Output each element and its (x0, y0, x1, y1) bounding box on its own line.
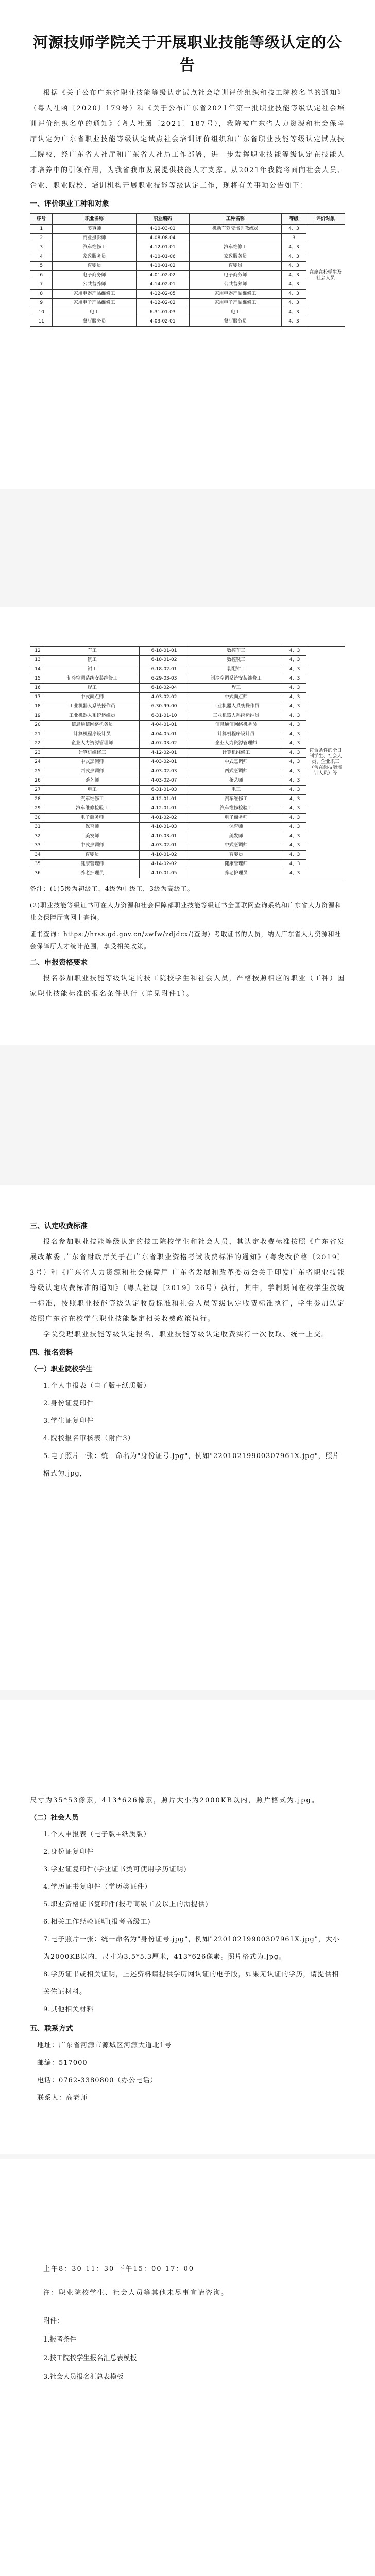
table-cell: 焊工 (189, 684, 283, 693)
table-row (30, 758, 345, 767)
table-cell: 4-04-05-01 (139, 730, 189, 739)
page-2 (0, 607, 375, 1045)
table-cell: 4-01-02-02 (136, 271, 189, 280)
table-cell: 家用电器产品维修工 (189, 290, 281, 299)
table-cell: 美发师 (45, 832, 139, 841)
table-row (30, 647, 345, 656)
table-cell: 1 (30, 225, 53, 234)
table-cell: 4-03-02-01 (139, 758, 189, 767)
table-cell: 4、3 (283, 795, 306, 804)
table-cell: 9 (30, 299, 53, 308)
table-cell: 4、3 (281, 271, 306, 280)
table-cell: 25 (30, 767, 45, 776)
table-cell: 4-10-01-05 (139, 869, 189, 878)
target-cell: 在籍在校学生及社会人员 (306, 225, 345, 327)
table-cell: 3 (281, 234, 306, 243)
sub-heading-students: （一）职业院校学生 (30, 1365, 93, 1374)
office-hours: 上午8：30-11：30 下午15：00-17：00 (43, 2265, 194, 2273)
table-cell: 餐厅服务员 (53, 317, 136, 327)
table-cell: 西式烹调师 (189, 767, 283, 776)
table-row (30, 290, 345, 299)
table-cell: 4、3 (283, 721, 306, 730)
table-cell: 电子商务师 (53, 271, 136, 280)
attachment-link[interactable]: 3.社会人员报名汇总表模板 (43, 2373, 124, 2381)
table-cell: 4-12-01-01 (139, 804, 189, 814)
table-cell: 家用电子产品维修工 (53, 299, 136, 308)
table-row (30, 308, 345, 317)
table-cell: 6-31-01-03 (136, 308, 189, 317)
table-cell: 29 (30, 804, 45, 814)
table-cell: 企业人力资源管理师 (189, 739, 283, 749)
list-item: 4.院校报名审核表（附件3） (43, 1435, 135, 1443)
table-cell: 商业摄影师 (53, 234, 136, 243)
occupation-table-a (30, 213, 345, 327)
table-row (30, 243, 345, 252)
table-cell: 4、3 (283, 674, 306, 684)
table-cell: 19 (30, 711, 45, 721)
table-row (30, 234, 345, 243)
table-row (30, 730, 345, 739)
table-cell: 保育师 (45, 823, 139, 832)
table-cell: 20 (30, 721, 45, 730)
table-cell: 4、3 (283, 693, 306, 702)
page-1 (0, 0, 375, 489)
table-cell: 27 (30, 786, 45, 795)
table-cell: 育婴员 (53, 262, 136, 271)
occupation-table-b (30, 646, 345, 878)
table-cell: 30 (30, 814, 45, 823)
list-item: 1.个人申报表（电子版+纸质版） (43, 1382, 151, 1390)
table-row (30, 832, 345, 841)
table-cell: 6-31-01-03 (139, 786, 189, 795)
table-cell: 16 (30, 684, 45, 693)
table-cell: 4-10-01-03 (139, 823, 189, 832)
table-cell: 4、3 (283, 730, 306, 739)
section-1-heading: 一、评价职业工种和对象 (30, 200, 109, 208)
table-cell: 4、3 (283, 832, 306, 841)
table-cell: 工业机器人系统操作员 (189, 702, 283, 711)
section-4-heading: 四、报名资料 (30, 1349, 73, 1357)
table-cell: 电工 (45, 786, 139, 795)
table-header: 职业编码 (136, 214, 189, 225)
table-cell: 中式烹调师 (189, 841, 283, 851)
table-row (30, 656, 345, 665)
table-cell (189, 234, 281, 243)
table-cell: 14 (30, 665, 45, 674)
table-cell: 育婴员 (45, 851, 139, 860)
table-cell: 4、3 (283, 786, 306, 795)
target-cell: 符合条件的全日制学生、社会人员、企业职工（含在岗技能培训人员）等 (306, 647, 345, 878)
table-cell: 6-18-01-02 (139, 656, 189, 665)
table-row (30, 823, 345, 832)
table-cell: 养老护理员 (189, 869, 283, 878)
note-1: 备注：(1)5级为初级工，4级为中级工，3级为高级工。 (30, 885, 194, 892)
contact-line: 邮编：517000 (37, 2059, 88, 2067)
contact-line: 地址：广东省河源市源城区河源大道北1号 (37, 2042, 172, 2049)
table-cell: 8 (30, 290, 53, 299)
table-cell: 4、3 (283, 814, 306, 823)
table-cell: 4、3 (281, 262, 306, 271)
table-cell: 家政服务员 (189, 252, 281, 262)
table-cell: 4-10-01-02 (136, 262, 189, 271)
table-cell: 汽车维修检验工 (45, 804, 139, 814)
table-cell: 13 (30, 656, 45, 665)
table-cell: 4、3 (283, 841, 306, 851)
table-cell: 家政服务员 (53, 252, 136, 262)
table-cell: 4、3 (283, 869, 306, 878)
table-cell: 4、3 (283, 776, 306, 786)
table-cell: 17 (30, 693, 45, 702)
table-cell: 4、3 (283, 860, 306, 869)
table-cell: 家用电子产品维修工 (189, 299, 281, 308)
table-cell: 15 (30, 674, 45, 684)
table-cell: 4-03-02-03 (139, 767, 189, 776)
sub-heading-social: （二）社会人员 (30, 1814, 79, 1822)
table-cell: 工业机器人系统运维员 (189, 711, 283, 721)
table-row (30, 702, 345, 711)
table-cell: 33 (30, 841, 45, 851)
table-cell: 4-12-01-01 (136, 243, 189, 252)
table-cell: 电子商务师 (189, 271, 281, 280)
table-cell: 健康管理师 (45, 860, 139, 869)
table-row (30, 665, 345, 674)
table-cell: 7 (30, 280, 53, 290)
table-cell: 数控车工 (189, 647, 283, 656)
table-cell: 茶艺师 (189, 776, 283, 786)
section-2-body: 报名参加职业技能等级认定的技工院校学生和社会人员，严格按照相应的职业（工种）国家职业技能标准的报名条件执行（详见附件1）。 (30, 975, 345, 998)
table-row (30, 795, 345, 804)
table-cell: 电子商务师 (189, 814, 283, 823)
table-cell: 4、3 (281, 299, 306, 308)
table-cell: 保育师 (189, 823, 283, 832)
table-row (30, 317, 345, 327)
table-cell: 4-12-02-05 (136, 290, 189, 299)
photo-requirement: 尺寸为35*53像素，413*626像素，照片大小为2000KB以内，照片格式为.jpg。 (30, 1797, 319, 1804)
table-cell: 铣工 (45, 656, 139, 665)
table-cell: 4-10-01-02 (139, 851, 189, 860)
table-cell: 家用电器产品维修工 (53, 290, 136, 299)
table-cell: 电子商务师 (45, 814, 139, 823)
section-3-body-2: 学院受理职业技能等级认定报名，职业技能等级认定收费实行一次收取、统一上交。 (43, 1331, 330, 1338)
list-item: 5.电子照片一张：统一命名为"身份证号.jpg"，例如"22010219900307961X.jpg"，照片格式为.jpg， (43, 1452, 340, 1478)
table-row (30, 262, 345, 271)
table-cell: 4-14-02-02 (139, 860, 189, 869)
table-cell: 制冷空调系统安装维修工 (189, 674, 283, 684)
list-item: 1.个人申报表（电子版+纸质版） (43, 1831, 151, 1838)
attachment-link[interactable]: 1.报考条件 (43, 2336, 77, 2344)
table-cell: 4-12-02-02 (136, 299, 189, 308)
table-header: 评价对象 (306, 214, 345, 225)
table-cell: 工业机器人系统运维员 (45, 711, 139, 721)
table-row (30, 693, 345, 702)
table-cell: 计算机程序设计员 (45, 730, 139, 739)
table-cell: 3 (30, 243, 53, 252)
table-cell: 汽车维修工 (189, 243, 281, 252)
table-cell: 18 (30, 702, 45, 711)
table-row (30, 776, 345, 786)
table-cell: 24 (30, 758, 45, 767)
table-cell: 4、3 (283, 823, 306, 832)
table-cell: 4、3 (283, 647, 306, 656)
table-row (30, 711, 345, 721)
table-cell: 31 (30, 823, 45, 832)
table-cell: 4-04-01-01 (139, 721, 189, 730)
table-cell: 4-12-01-01 (139, 795, 189, 804)
list-item: 3.学业证复印件(学业证书类可使用学历证明) (43, 1866, 187, 1873)
table-cell: 汽车维修工 (189, 795, 283, 804)
table-cell: 28 (30, 795, 45, 804)
table-cell: 4、3 (283, 656, 306, 665)
table-cell: 钳工 (45, 665, 139, 674)
page-title: 河源技师学院关于开展职业技能等级认定的公告 (32, 33, 342, 74)
table-cell: 34 (30, 851, 45, 860)
table-row (30, 749, 345, 758)
table-cell: 4-07-03-02 (139, 739, 189, 749)
table-cell: 4-12-02-01 (139, 749, 189, 758)
table-cell: 4-10-03-01 (139, 832, 189, 841)
table-cell: 4、3 (283, 758, 306, 767)
table-cell: 数控铣工 (189, 656, 283, 665)
table-cell: 23 (30, 749, 45, 758)
table-row (30, 841, 345, 851)
table-cell: 12 (30, 647, 45, 656)
table-cell: 4、3 (283, 739, 306, 749)
table-cell: 机动车驾驶培训教练员 (189, 225, 281, 234)
list-item: 2.身份证复印件 (43, 1400, 94, 1408)
table-cell: 工业机器人系统操作员 (45, 702, 139, 711)
page-5 (0, 2159, 375, 2576)
table-cell: 6-30-99-00 (139, 702, 189, 711)
list-item: 9.其他相关材料 (43, 2006, 94, 2013)
table-header: 工种名称 (189, 214, 281, 225)
table-cell: 6-31-01-10 (139, 711, 189, 721)
table-cell: 4、3 (281, 290, 306, 299)
table-cell: 4、3 (281, 280, 306, 290)
table-cell: 计算机程序设计员 (189, 730, 283, 739)
table-cell: 4-01-02-02 (139, 814, 189, 823)
table-cell: 美发师 (189, 832, 283, 841)
table-cell: 10 (30, 308, 53, 317)
table-cell: 4、3 (283, 665, 306, 674)
table-cell: 中式面点师 (45, 693, 139, 702)
list-item: 2.身份证复印件 (43, 1848, 94, 1856)
table-cell: 4、3 (283, 767, 306, 776)
table-cell: 4-03-02-02 (139, 693, 189, 702)
table-cell: 32 (30, 832, 45, 841)
table-cell: 4-14-02-01 (136, 280, 189, 290)
table-cell: 公共营养师 (189, 280, 281, 290)
section-3-heading: 三、认定收费标准 (30, 1222, 88, 1230)
table-cell: 21 (30, 730, 45, 739)
page-3 (0, 1185, 375, 1690)
table-cell: 4、3 (283, 749, 306, 758)
table-cell: 中式烹调师 (189, 758, 283, 767)
list-item: 5.职业资格证书复印件(报考高级工及以上的需提供) (43, 1901, 209, 1908)
table-row (30, 739, 345, 749)
table-cell: 育婴员 (189, 262, 281, 271)
table-row (30, 225, 345, 234)
table-header: 等级 (281, 214, 306, 225)
list-item: 7.电子照片一张：统一命名为"身份证号.jpg"，例如"22010219900307961X.jpg"，大小为2000KB以内，尺寸为3.5*5.3厘米，413*626像素。照片格式为.jpg。 (43, 1936, 340, 1961)
table-cell: 4-03-02-07 (139, 776, 189, 786)
table-cell: 计算机维修工 (45, 749, 139, 758)
table-cell: 35 (30, 860, 45, 869)
list-item: 6.相关工作经验证明(报考高级工) (43, 1918, 151, 1926)
table-row (30, 814, 345, 823)
table-cell: 6 (30, 271, 53, 280)
table-cell: 4、3 (281, 243, 306, 252)
table-cell: 22 (30, 739, 45, 749)
table-cell: 中式烹调师 (45, 758, 139, 767)
table-cell: 4、3 (281, 225, 306, 234)
table-cell: 信息通信网络机务员 (45, 721, 139, 730)
list-item: 8.学历证书或相关证明，上述资料请提供学历网认证的电子版，如果无认证的学历，请提供相关佐证材料。 (43, 1971, 339, 1996)
table-cell: 4、3 (281, 308, 306, 317)
table-cell: 焊工 (45, 684, 139, 693)
table-cell: 美容师 (53, 225, 136, 234)
attachments-label: 附件： (43, 2317, 64, 2325)
intro-paragraph: 根据《关于公布广东省职业技能等级认定试点社会培训评价组织和技工院校名单的通知》（粤人社函〔2020〕179号）和《关于公布广东省2021年第一批职业技能等级认定社会培训评价组织名单的通知》（粤人社函〔2021〕187号），我院被广东省人力资源和社会保障厅认定为广东省职业技能等级认定试点社会培训评价组织和广东省职业技能等级认定试点技工院校，经广东省人社厅和广东省人社局工作部署，进一步发挥职业技能等级认定在技能人才培养中的引领作用，为我省我市发展提供技能人才支撑。从2021年我院将面向社会人员、企业、职业院校、培训机构开展职业技能等级认定工作，现将有关事项公告如下： (30, 89, 345, 190)
table-row (30, 280, 345, 290)
table-cell: 车工 (45, 647, 139, 656)
table-row (30, 804, 345, 814)
table-cell: 4、3 (283, 702, 306, 711)
section-5-heading: 五、联系方式 (30, 2025, 73, 2033)
table-cell: 4、3 (283, 684, 306, 693)
table-cell: 中式烹调师 (45, 841, 139, 851)
table-cell: 茶艺师 (45, 776, 139, 786)
table-header: 职业名称 (53, 214, 136, 225)
attachment-link[interactable]: 2.技工院校学生报名汇总表模板 (43, 2354, 137, 2362)
table-cell: 6-18-01-01 (139, 647, 189, 656)
table-cell: 育婴员 (189, 851, 283, 860)
table-row (30, 252, 345, 262)
list-item: 3.学生证复印件 (43, 1417, 94, 1425)
table-cell: 信息通信网络机务员 (189, 721, 283, 730)
table-row (30, 860, 345, 869)
table-cell: 36 (30, 869, 45, 878)
table-cell: 11 (30, 317, 53, 327)
table-cell: 装配钳工 (189, 665, 283, 674)
table-cell: 4 (30, 252, 53, 262)
table-cell: 4-03-02-01 (139, 841, 189, 851)
table-cell: 4、3 (281, 252, 306, 262)
table-cell: 养老护理员 (45, 869, 139, 878)
note-2: (2)职业技能等级证书可在人力资源和社会保障部职业技能等级证书全国联网查询系统和广东省人力资源和社会保障厅官网上查询。 (30, 902, 342, 921)
table-cell: 4-03-02-01 (136, 317, 189, 327)
table-cell: 6-29-03-03 (139, 674, 189, 684)
table-row (30, 767, 345, 776)
table-header-row (30, 214, 345, 225)
table-cell: 餐厅服务员 (189, 317, 281, 327)
table-row (30, 684, 345, 693)
table-cell: 中式面点师 (189, 693, 283, 702)
contact-line: 联系人：高老师 (37, 2094, 88, 2102)
page-4 (0, 1700, 375, 2154)
table-cell: 4、3 (283, 851, 306, 860)
table-cell: 汽车维修检验工 (189, 804, 283, 814)
table-cell: 6-18-02-01 (139, 665, 189, 674)
table-cell: 制冷空调系统安装维修工 (45, 674, 139, 684)
section-2-heading: 二、申报资格要求 (30, 959, 88, 967)
table-cell: 公共营养师 (53, 280, 136, 290)
table-cell: 2 (30, 234, 53, 243)
table-cell: 4-08-08-04 (136, 234, 189, 243)
table-row (30, 271, 345, 280)
table-cell: 健康管理师 (189, 860, 283, 869)
table-cell: 汽车维修工 (45, 795, 139, 804)
note-3: 证书查询：https://hrss.gd.gov.cn/zwfw/zdjdcx/(查询）考取证书的人员，纳入广东省人力资源和社会保障厅人才统计范围，享受相关政策。 (30, 930, 342, 950)
table-cell: 电工 (189, 308, 281, 317)
table-cell: 4、3 (283, 711, 306, 721)
table-cell: 4-10-03-01 (136, 225, 189, 234)
contact-line: 电话：0762-3380800（办公电话） (37, 2077, 158, 2084)
table-row (30, 786, 345, 795)
table-cell: 4、3 (283, 804, 306, 814)
section-3-body-1: 报名参加职业技能等级认定的技工院校学生和社会人员，其认定收费标准按照《广东省发展改革委 广东省财政厅关于在广东省职业资格考试收费标准的通知》（粤发改价格〔2019〕3号）和《广东省人力资源和社会保障厅 广东省发展和改革委员会关于印发广东省职业技能等级认定收费标准的通知》（粤人社规〔2019〕26号）执行，其中，学制期间在校学生按统一标准，按照职业技能等级认定收费标准和社会人员等级认定收费标准执行，学生参加认定按照广东省在校学生职业技能鉴定相关收费政策执行。 (30, 1238, 345, 1323)
table-row (30, 851, 345, 860)
table-cell: 西式烹调师 (45, 767, 139, 776)
table-cell: 4、3 (281, 317, 306, 327)
list-item: 4.学历证书复印件（学历类证件） (43, 1883, 152, 1891)
table-cell: 汽车维修工 (53, 243, 136, 252)
table-cell: 5 (30, 262, 53, 271)
table-cell: 计算机维修工 (189, 749, 283, 758)
office-hours-note: 注：职业院校学生、社会人员等其他未尽事宜请咨询。 (43, 2289, 229, 2297)
table-cell: 26 (30, 776, 45, 786)
table-cell: 企业人力资源管理师 (45, 739, 139, 749)
table-row (30, 299, 345, 308)
table-cell: 6-18-02-04 (139, 684, 189, 693)
table-cell: 电工 (53, 308, 136, 317)
table-cell: 电工 (189, 786, 283, 795)
table-row (30, 674, 345, 684)
table-header: 序号 (30, 214, 53, 225)
table-row (30, 869, 345, 878)
table-row (30, 721, 345, 730)
table-cell: 4-10-01-06 (136, 252, 189, 262)
